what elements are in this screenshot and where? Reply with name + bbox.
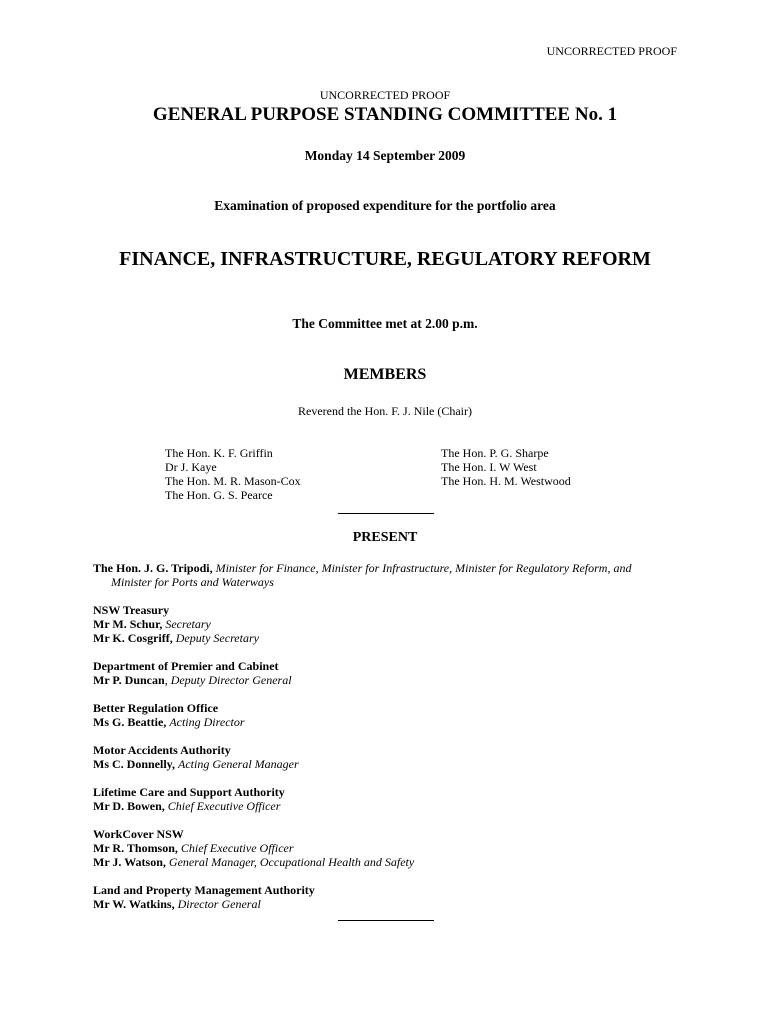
committee-title: GENERAL PURPOSE STANDING COMMITTEE No. 1 <box>152 104 618 125</box>
group-premier-cabinet <box>93 659 292 687</box>
members-heading: MEMBERS <box>343 366 427 383</box>
witness-role: Chief Executive Officer <box>180 841 294 855</box>
witness <box>93 757 299 771</box>
members-right-column <box>441 446 571 488</box>
witness-name: Ms G. Beattie, <box>93 715 167 729</box>
witness-role: General Manager, Occupational Health and Safety <box>168 855 415 869</box>
org-name: Motor Accidents Authority <box>93 743 231 757</box>
witness-name: Mr R. Thomson, <box>93 841 178 855</box>
hearing-date: Monday 14 September 2009 <box>304 148 466 163</box>
org-name: Better Regulation Office <box>93 701 219 715</box>
minister-title-cont: Minister for Ports and Waterways <box>111 575 274 589</box>
witness-role: Chief Executive Officer <box>167 799 281 813</box>
witness-role: Deputy Secretary <box>175 631 259 645</box>
section-divider <box>338 513 434 514</box>
member-name: Dr J. Kaye <box>165 460 217 474</box>
proof-label: UNCORRECTED PROOF <box>319 88 451 102</box>
witness-role: Director General <box>177 897 261 911</box>
witness <box>93 631 259 645</box>
witness-role: Secretary <box>165 617 211 631</box>
witness-name: Mr D. Bowen, <box>93 799 165 813</box>
org-name: Lifetime Care and Support Authority <box>93 785 285 799</box>
group-lifetime-care <box>93 785 285 813</box>
running-header: UNCORRECTED PROOF <box>546 44 677 58</box>
witness-role: Acting General Manager <box>178 757 299 771</box>
witness <box>93 673 292 687</box>
member-name: The Hon. H. M. Westwood <box>441 474 571 488</box>
witness-name: Mr J. Watson, <box>93 855 166 869</box>
meeting-time: The Committee met at 2.00 p.m. <box>292 316 478 331</box>
minister-entry <box>93 561 693 589</box>
witness <box>93 617 259 631</box>
group-land-property <box>93 883 315 911</box>
group-nsw-treasury <box>93 603 259 645</box>
member-name: The Hon. K. F. Griffin <box>165 446 273 460</box>
member-name: The Hon. M. R. Mason-Cox <box>165 474 301 488</box>
witness-role: , Deputy Director General <box>164 673 292 687</box>
witness <box>93 855 414 869</box>
witness <box>93 715 245 729</box>
org-name: NSW Treasury <box>93 603 170 617</box>
org-name: WorkCover NSW <box>93 827 184 841</box>
witness <box>93 897 315 911</box>
members-left-column <box>165 446 301 502</box>
org-name: Department of Premier and Cabinet <box>93 659 279 673</box>
chair-line: Reverend the Hon. F. J. Nile (Chair) <box>298 404 472 418</box>
examination-line: Examination of proposed expenditure for the portfolio area <box>214 198 556 213</box>
witness-name: Mr P. Duncan <box>93 673 165 687</box>
member-name: The Hon. P. G. Sharpe <box>441 446 549 460</box>
group-better-regulation <box>93 701 245 729</box>
witness <box>93 799 285 813</box>
member-name: The Hon. G. S. Pearce <box>165 488 273 502</box>
present-heading: PRESENT <box>352 530 418 545</box>
member-name: The Hon. I. W West <box>441 460 537 474</box>
group-motor-accidents <box>93 743 299 771</box>
minister-name: The Hon. J. G. Tripodi, <box>93 561 213 575</box>
portfolio-title: FINANCE, INFRASTRUCTURE, REGULATORY REFORM <box>119 248 651 270</box>
witness-name: Mr M. Schur, <box>93 617 163 631</box>
witness-role: Acting Director <box>169 715 245 729</box>
witness <box>93 841 414 855</box>
witness-name: Ms C. Donnelly, <box>93 757 176 771</box>
witness-name: Mr K. Cosgriff, <box>93 631 173 645</box>
org-name: Land and Property Management Authority <box>93 883 315 897</box>
section-divider <box>338 920 434 921</box>
witness-name: Mr W. Watkins, <box>93 897 175 911</box>
minister-title: Minister for Finance, Minister for Infrastructure, Minister for Regulatory Reform, and <box>215 561 632 575</box>
group-workcover <box>93 827 414 869</box>
